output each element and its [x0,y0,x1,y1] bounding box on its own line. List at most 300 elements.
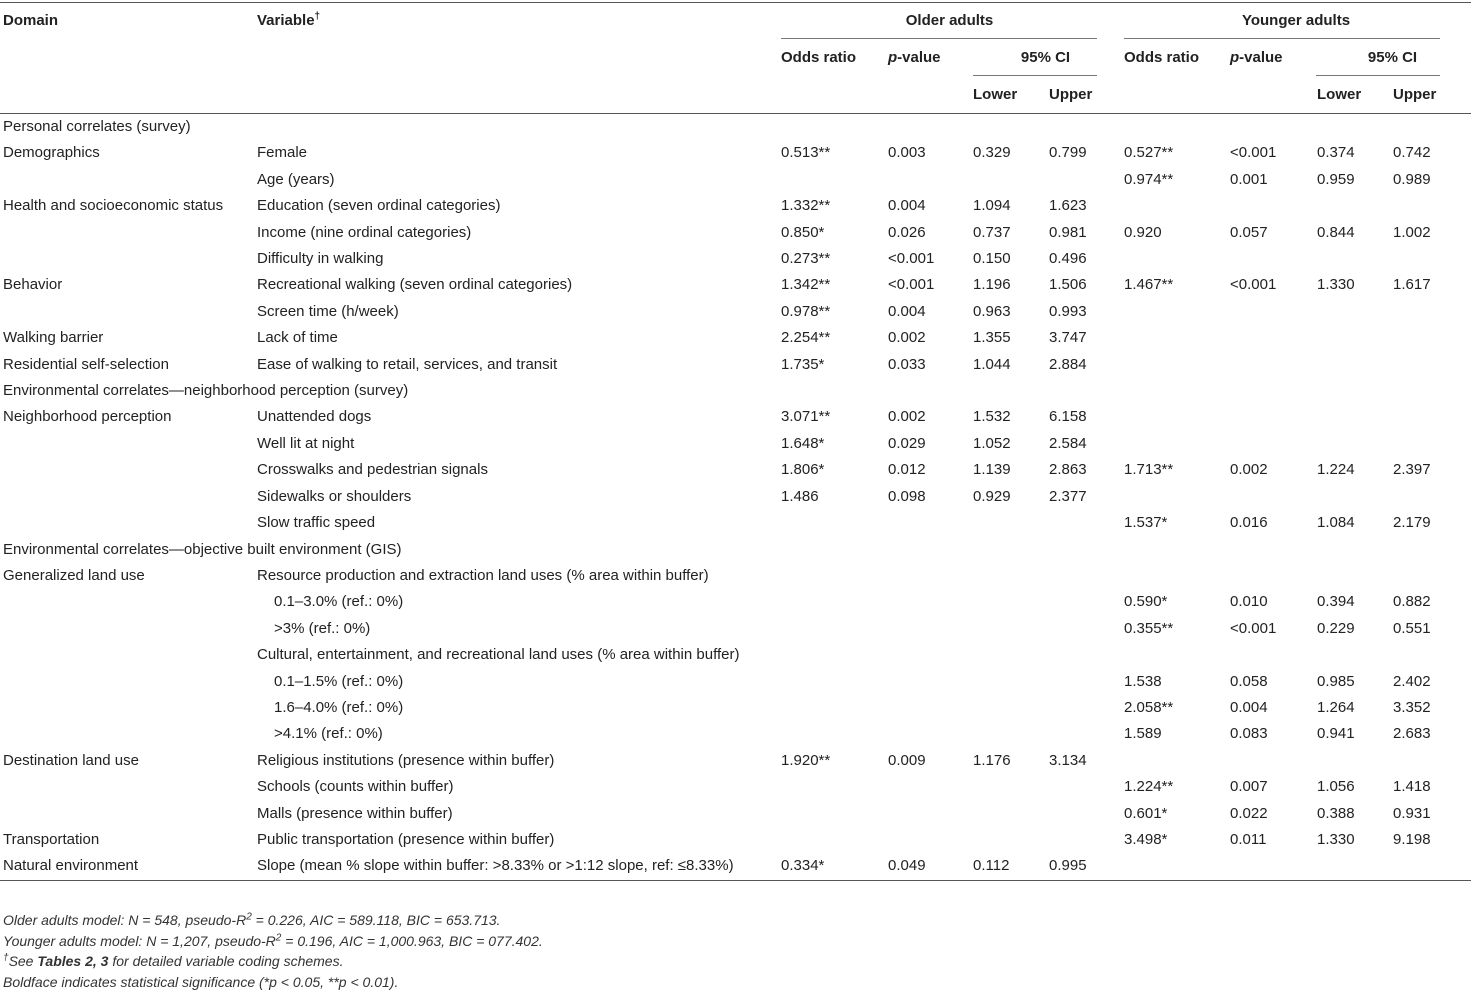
domain-cell [0,431,254,457]
domain-cell: Natural environment [0,853,254,880]
header-domain: Domain [0,3,254,40]
older-ci-lower-cell [970,774,1046,800]
younger-ci-upper-cell [1390,748,1471,774]
younger-ci-lower-cell: 1.224 [1314,457,1390,483]
younger-ci-lower-cell: 0.394 [1314,589,1390,615]
variable-cell: Cultural, entertainment, and recreational land uses (% area within buffer) [254,642,778,668]
younger-ci-lower-cell: 1.084 [1314,510,1390,536]
younger-ci-lower-cell [1314,853,1390,880]
younger-header-rule [1124,38,1440,39]
younger-ci-lower-cell: 0.844 [1314,220,1390,246]
header-variable-label: Variable [257,12,315,29]
older-odds-ratio-cell: 1.806* [778,457,885,483]
younger-ci-lower-cell: 0.959 [1314,167,1390,193]
table-row [0,827,1471,853]
older-ci-upper-cell [1046,642,1121,668]
younger-p-value-cell: <0.001 [1227,272,1314,298]
younger-ci-upper-cell [1390,431,1471,457]
older-odds-ratio-cell [778,563,885,589]
younger-ci-lower-cell: 0.941 [1314,721,1390,747]
older-p-value-cell [885,616,970,642]
older-ci-lower-cell: 1.052 [970,431,1046,457]
variable-cell: Unattended dogs [254,404,778,430]
table-body [0,114,1471,881]
variable-cell: >4.1% (ref.: 0%) [254,721,778,747]
younger-adults-label: Younger adults [1242,12,1350,29]
younger-ci-lower-cell: 0.374 [1314,140,1390,166]
table-row [0,404,1471,430]
younger-ci-upper-cell: 9.198 [1390,827,1471,853]
younger-p-value-cell: 0.004 [1227,695,1314,721]
results-table [0,2,1471,881]
younger-p-value-cell: 0.083 [1227,721,1314,747]
younger-ci-lower-cell [1314,748,1390,774]
younger-ci-upper-cell: 2.402 [1390,669,1471,695]
domain-cell [0,457,254,483]
younger-ci-lower-cell [1314,325,1390,351]
younger-odds-ratio-cell [1121,853,1227,880]
older-odds-ratio-cell [778,827,885,853]
younger-odds-ratio-cell [1121,352,1227,378]
older-odds-ratio-cell [778,589,885,615]
older-ci-lower-cell: 1.044 [970,352,1046,378]
older-p-value-cell: 0.004 [885,299,970,325]
older-ci-upper-cell [1046,669,1121,695]
younger-ci-upper-cell: 3.352 [1390,695,1471,721]
older-odds-ratio-cell [778,774,885,800]
younger-p-value-cell: 0.057 [1227,220,1314,246]
variable-cell: Recreational walking (seven ordinal categories) [254,272,778,298]
domain-cell [0,642,254,668]
older-odds-ratio-cell [778,721,885,747]
younger-ci-lower-cell [1314,431,1390,457]
older-ci-lower-cell: 0.737 [970,220,1046,246]
table-row [0,721,1471,747]
older-p-value-cell: 0.026 [885,220,970,246]
older-p-value-cell: <0.001 [885,272,970,298]
footnote-older-model: Older adults model: N = 548, pseudo-$R^2 = 0.226$, AIC = 589.118, BIC = 653.713. [3,910,543,931]
younger-odds-ratio-cell [1121,748,1227,774]
younger-odds-ratio-cell: 0.920 [1121,220,1227,246]
older-ci-lower-cell [970,669,1046,695]
variable-cell: Slope (mean % slope within buffer: >8.33% or >1:12 slope, ref: ≤8.33%) [254,853,778,880]
younger-ci-upper-cell [1390,246,1471,272]
older-odds-ratio-cell: 1.486 [778,484,885,510]
younger-ci-upper-cell [1390,642,1471,668]
younger-ci-upper-cell: 2.179 [1390,510,1471,536]
younger-odds-ratio-cell [1121,484,1227,510]
variable-cell: Female [254,140,778,166]
older-ci-lower-cell [970,827,1046,853]
domain-cell [0,510,254,536]
older-p-value-cell [885,642,970,668]
older-p-value-cell [885,774,970,800]
younger-ci-upper-cell: 2.397 [1390,457,1471,483]
younger-p-value-cell [1227,299,1314,325]
domain-cell: Transportation [0,827,254,853]
younger-odds-ratio-cell [1121,246,1227,272]
younger-odds-ratio-cell: 1.589 [1121,721,1227,747]
variable-cell: Slow traffic speed [254,510,778,536]
older-odds-ratio-cell: 0.513** [778,140,885,166]
older-ci-lower-cell: 1.196 [970,272,1046,298]
variable-cell: Age (years) [254,167,778,193]
older-ci-lower-cell [970,167,1046,193]
older-odds-ratio-cell: 1.648* [778,431,885,457]
younger-odds-ratio-cell [1121,193,1227,219]
younger-p-value-cell [1227,193,1314,219]
younger-ci-lower-cell: 1.330 [1314,272,1390,298]
older-odds-ratio-cell [778,510,885,536]
older-ci-upper-cell: 0.993 [1046,299,1121,325]
younger-ci-upper-cell [1390,484,1471,510]
older-ci-upper-cell: 3.747 [1046,325,1121,351]
variable-cell: Income (nine ordinal categories) [254,220,778,246]
younger-p-value-cell [1227,563,1314,589]
older-odds-ratio-cell: 2.254** [778,325,885,351]
younger-ci-upper-cell: 1.418 [1390,774,1471,800]
younger-p-value-cell [1227,748,1314,774]
header-older-p-value [885,39,970,76]
older-ci-lower-cell: 0.112 [970,853,1046,880]
footnotes [3,910,543,992]
domain-cell [0,774,254,800]
younger-odds-ratio-cell [1121,431,1227,457]
table-row [0,457,1471,483]
younger-p-value-cell [1227,484,1314,510]
variable-cell: Well lit at night [254,431,778,457]
header-younger-ci: 95% CI [1314,39,1471,76]
younger-p-value-cell: 0.011 [1227,827,1314,853]
domain-cell [0,167,254,193]
younger-ci-upper-cell: 2.683 [1390,721,1471,747]
younger-ci-lower-cell: 1.264 [1314,695,1390,721]
domain-cell: Walking barrier [0,325,254,351]
older-ci-lower-cell [970,563,1046,589]
older-odds-ratio-cell: 0.978** [778,299,885,325]
younger-ci-rule [1316,75,1440,76]
older-ci-lower-cell: 0.929 [970,484,1046,510]
header-younger-adults [1121,3,1471,40]
older-odds-ratio-cell: 1.332** [778,193,885,219]
younger-odds-ratio-cell: 1.713** [1121,457,1227,483]
younger-ci-lower-cell: 0.985 [1314,669,1390,695]
younger-ci-lower-cell [1314,563,1390,589]
younger-ci-lower-cell [1314,404,1390,430]
table-row [0,352,1471,378]
older-ci-lower-cell: 0.329 [970,140,1046,166]
older-ci-upper-cell: 1.506 [1046,272,1121,298]
older-ci-upper-cell: 0.981 [1046,220,1121,246]
older-odds-ratio-cell [778,167,885,193]
older-p-value-cell [885,695,970,721]
older-p-value-cell [885,801,970,827]
younger-ci-upper-cell: 0.742 [1390,140,1471,166]
section-label: Environmental correlates—objective built environment (GIS) [0,537,1471,563]
domain-cell [0,299,254,325]
older-ci-upper-cell: 6.158 [1046,404,1121,430]
variable-cell: Public transportation (presence within buffer) [254,827,778,853]
older-odds-ratio-cell [778,616,885,642]
older-ci-upper-cell: 2.377 [1046,484,1121,510]
domain-cell [0,616,254,642]
domain-cell: Residential self-selection [0,352,254,378]
table-header [0,3,1471,114]
older-ci-upper-cell [1046,563,1121,589]
table-row [0,669,1471,695]
younger-ci-upper-cell: 0.882 [1390,589,1471,615]
domain-cell: Generalized land use [0,563,254,589]
older-p-value-cell: 0.004 [885,193,970,219]
older-p-value-cell: 0.049 [885,853,970,880]
younger-p-value-cell [1227,246,1314,272]
older-ci-upper-cell: 0.799 [1046,140,1121,166]
domain-cell [0,669,254,695]
domain-cell: Neighborhood perception [0,404,254,430]
table-row [0,220,1471,246]
header-older-lower: Lower [970,76,1046,114]
older-p-value-cell: 0.003 [885,140,970,166]
older-ci-upper-cell [1046,827,1121,853]
older-p-value-cell: 0.033 [885,352,970,378]
header-variable [254,3,778,40]
younger-odds-ratio-cell [1121,325,1227,351]
header-younger-lower: Lower [1314,76,1390,114]
younger-ci-upper-cell: 1.617 [1390,272,1471,298]
table-row [0,642,1471,668]
domain-cell: Health and socioeconomic status [0,193,254,219]
older-p-value-cell [885,167,970,193]
p-value-suffix: -value [1239,49,1282,66]
younger-p-value-cell: <0.001 [1227,140,1314,166]
p-italic: p [888,49,897,66]
younger-ci-lower-cell [1314,299,1390,325]
older-odds-ratio-cell [778,695,885,721]
section-label: Personal correlates (survey) [0,114,1471,141]
variable-cell: Ease of walking to retail, services, and transit [254,352,778,378]
older-ci-lower-cell: 1.139 [970,457,1046,483]
older-ci-lower-cell [970,642,1046,668]
older-ci-lower-cell [970,801,1046,827]
younger-odds-ratio-cell: 1.537* [1121,510,1227,536]
domain-cell [0,695,254,721]
older-p-value-cell: 0.002 [885,404,970,430]
younger-ci-upper-cell [1390,325,1471,351]
older-ci-upper-cell: 2.863 [1046,457,1121,483]
younger-odds-ratio-cell [1121,563,1227,589]
variable-cell: Crosswalks and pedestrian signals [254,457,778,483]
younger-ci-lower-cell: 1.056 [1314,774,1390,800]
header-younger-upper: Upper [1390,76,1471,114]
variable-cell: Difficulty in walking [254,246,778,272]
older-odds-ratio-cell: 3.071** [778,404,885,430]
younger-odds-ratio-cell: 1.224** [1121,774,1227,800]
domain-cell [0,220,254,246]
older-ci-lower-cell [970,510,1046,536]
younger-p-value-cell [1227,404,1314,430]
table-row [0,167,1471,193]
table-row [0,510,1471,536]
younger-p-value-cell: 0.001 [1227,167,1314,193]
younger-ci-lower-cell [1314,352,1390,378]
older-ci-upper-cell [1046,721,1121,747]
older-odds-ratio-cell: 0.850* [778,220,885,246]
older-p-value-cell: 0.009 [885,748,970,774]
older-ci-upper-cell [1046,695,1121,721]
younger-ci-upper-cell [1390,193,1471,219]
section-row [0,378,1471,404]
younger-p-value-cell [1227,642,1314,668]
table-row [0,246,1471,272]
variable-cell: >3% (ref.: 0%) [254,616,778,642]
older-ci-upper-cell [1046,801,1121,827]
older-ci-upper-cell: 0.496 [1046,246,1121,272]
older-p-value-cell: <0.001 [885,246,970,272]
table-row [0,748,1471,774]
younger-ci-lower-cell [1314,642,1390,668]
younger-p-value-cell: 0.010 [1227,589,1314,615]
older-ci-upper-cell [1046,167,1121,193]
domain-cell [0,721,254,747]
older-p-value-cell: 0.098 [885,484,970,510]
older-p-value-cell [885,827,970,853]
domain-cell: Destination land use [0,748,254,774]
older-ci-upper-cell [1046,774,1121,800]
younger-ci-lower-cell: 0.229 [1314,616,1390,642]
older-ci-lower-cell: 1.094 [970,193,1046,219]
younger-odds-ratio-cell [1121,299,1227,325]
table-row [0,563,1471,589]
older-p-value-cell [885,510,970,536]
section-row [0,114,1471,141]
younger-p-value-cell: 0.022 [1227,801,1314,827]
younger-ci-upper-cell: 0.931 [1390,801,1471,827]
older-odds-ratio-cell [778,669,885,695]
variable-cell: 0.1–1.5% (ref.: 0%) [254,669,778,695]
variable-cell: 0.1–3.0% (ref.: 0%) [254,589,778,615]
footnote-younger-model: Younger adults model: N = 1,207, pseudo-$R^2 = 0.196$, AIC = 1,000.963, BIC = 077.402. [3,931,543,952]
younger-ci-lower-cell: 1.330 [1314,827,1390,853]
younger-ci-upper-cell [1390,299,1471,325]
younger-ci-lower-cell [1314,484,1390,510]
older-adults-label: Older adults [906,12,994,29]
older-p-value-cell [885,563,970,589]
header-younger-p-value [1227,39,1314,76]
younger-p-value-cell [1227,352,1314,378]
younger-odds-ratio-cell: 0.974** [1121,167,1227,193]
tables-link[interactable]: Tables 2, 3 [37,953,108,969]
younger-odds-ratio-cell: 0.601* [1121,801,1227,827]
header-older-upper: Upper [1046,76,1121,114]
variable-cell: Lack of time [254,325,778,351]
header-older-ci: 95% CI [970,39,1121,76]
younger-ci-upper-cell [1390,352,1471,378]
table-row [0,140,1471,166]
footnote-see-tables: †See Tables 2, 3 for detailed variable coding schemes. [3,951,543,972]
older-ci-upper-cell: 1.623 [1046,193,1121,219]
older-p-value-cell: 0.012 [885,457,970,483]
older-ci-upper-cell [1046,616,1121,642]
older-ci-upper-cell: 3.134 [1046,748,1121,774]
younger-odds-ratio-cell: 0.527** [1121,140,1227,166]
older-ci-upper-cell: 2.584 [1046,431,1121,457]
footnote-boldface: Boldface indicates statistical significance (*p < 0.05, **p < 0.01). [3,972,543,992]
younger-odds-ratio-cell [1121,404,1227,430]
younger-odds-ratio-cell: 2.058** [1121,695,1227,721]
younger-odds-ratio-cell [1121,642,1227,668]
older-ci-upper-cell [1046,510,1121,536]
domain-cell [0,246,254,272]
older-ci-lower-cell: 1.176 [970,748,1046,774]
younger-odds-ratio-cell: 3.498* [1121,827,1227,853]
older-odds-ratio-cell [778,801,885,827]
domain-cell: Behavior [0,272,254,298]
younger-p-value-cell [1227,325,1314,351]
younger-ci-upper-cell [1390,563,1471,589]
older-ci-upper-cell: 0.995 [1046,853,1121,880]
younger-ci-upper-cell: 0.551 [1390,616,1471,642]
variable-cell: Religious institutions (presence within buffer) [254,748,778,774]
younger-p-value-cell: 0.002 [1227,457,1314,483]
older-ci-lower-cell [970,589,1046,615]
younger-p-value-cell: 0.007 [1227,774,1314,800]
younger-p-value-cell: 0.058 [1227,669,1314,695]
younger-ci-upper-cell [1390,853,1471,880]
table-row [0,484,1471,510]
younger-ci-upper-cell [1390,404,1471,430]
older-ci-upper-cell: 2.884 [1046,352,1121,378]
table-row [0,774,1471,800]
table-row [0,193,1471,219]
younger-odds-ratio-cell: 1.467** [1121,272,1227,298]
older-ci-upper-cell [1046,589,1121,615]
older-odds-ratio-cell: 1.735* [778,352,885,378]
older-p-value-cell [885,669,970,695]
younger-ci-lower-cell [1314,246,1390,272]
older-ci-lower-cell: 0.963 [970,299,1046,325]
p-italic: p [1230,49,1239,66]
table-row [0,272,1471,298]
older-ci-lower-cell: 1.355 [970,325,1046,351]
header-older-odds-ratio: Odds ratio [778,39,885,76]
older-ci-lower-cell: 1.532 [970,404,1046,430]
older-p-value-cell: 0.029 [885,431,970,457]
table-row [0,695,1471,721]
variable-cell: Sidewalks or shoulders [254,484,778,510]
younger-p-value-cell [1227,431,1314,457]
table-row [0,431,1471,457]
domain-cell [0,801,254,827]
dagger-mark: † [315,11,321,22]
younger-odds-ratio-cell: 1.538 [1121,669,1227,695]
younger-ci-lower-cell: 0.388 [1314,801,1390,827]
domain-cell: Demographics [0,140,254,166]
table-row [0,853,1471,880]
older-p-value-cell: 0.002 [885,325,970,351]
variable-cell: Education (seven ordinal categories) [254,193,778,219]
table-row [0,616,1471,642]
younger-ci-lower-cell [1314,193,1390,219]
younger-p-value-cell: 0.016 [1227,510,1314,536]
section-row [0,537,1471,563]
table-row [0,299,1471,325]
older-header-rule [781,38,1097,39]
table-row [0,801,1471,827]
p-value-suffix: -value [897,49,940,66]
variable-cell: 1.6–4.0% (ref.: 0%) [254,695,778,721]
older-ci-rule [973,75,1097,76]
header-younger-odds-ratio: Odds ratio [1121,39,1227,76]
